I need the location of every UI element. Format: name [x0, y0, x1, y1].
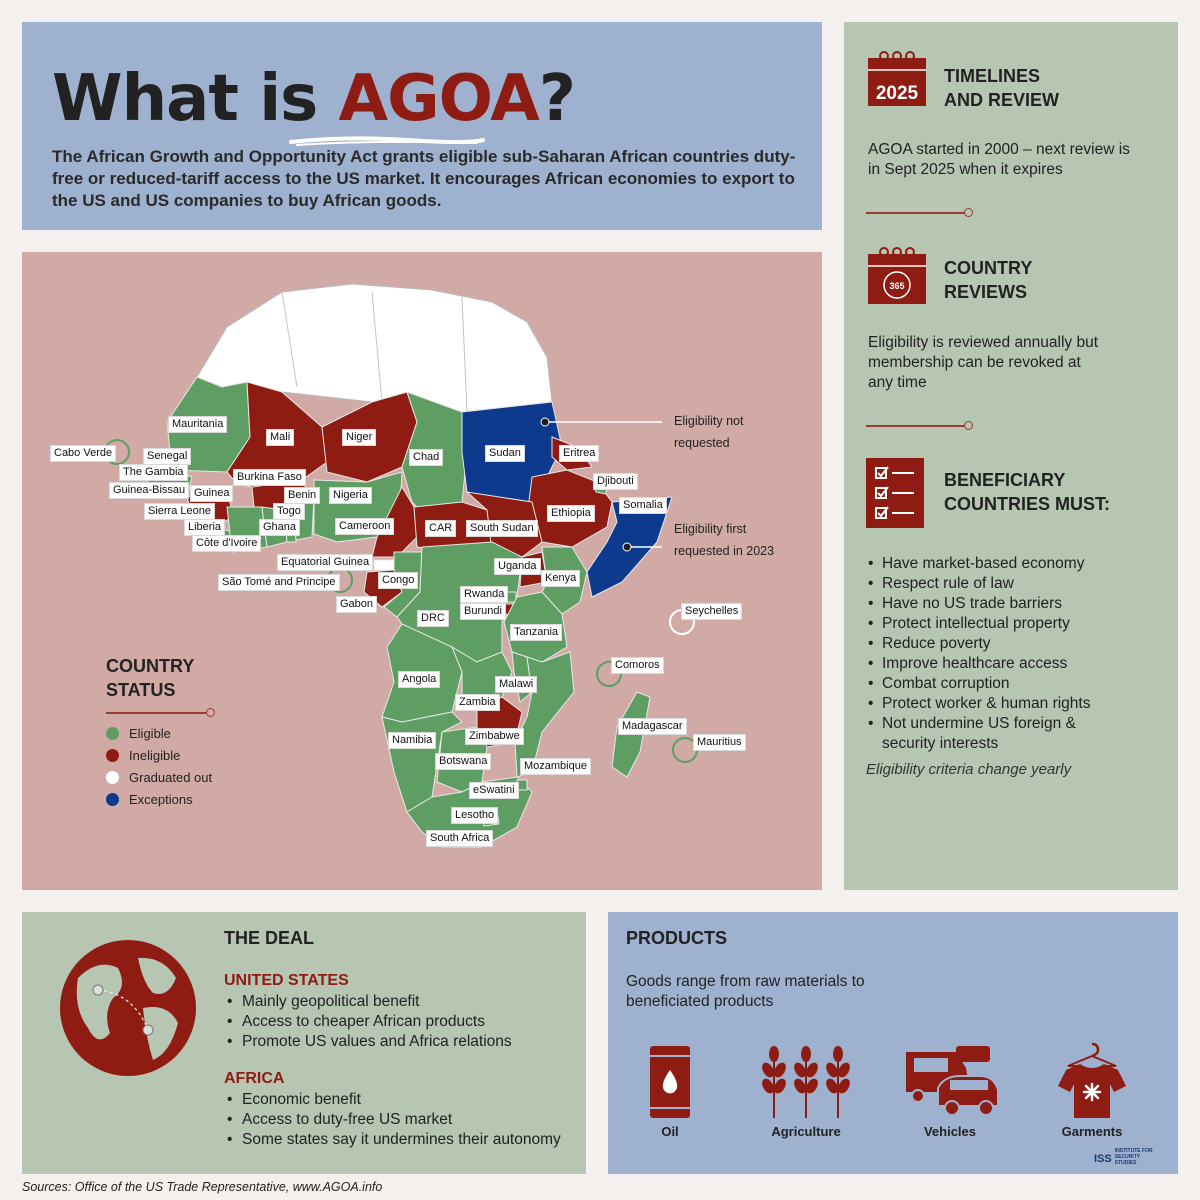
timelines-text: AGOA started in 2000 – next review is in Sept 2025 when it expires	[868, 141, 1130, 178]
products-panel	[608, 912, 1178, 1174]
wheat-icon	[746, 1040, 866, 1120]
label-uganda: Uganda	[494, 558, 541, 575]
label-burkina-faso: Burkina Faso	[233, 469, 306, 486]
label-sierra-leone: Sierra Leone	[144, 503, 215, 520]
criteria-item: • Reduce poverty	[866, 634, 1166, 654]
criteria-note: Eligibility criteria change yearly	[866, 761, 1072, 778]
timelines-divider	[866, 212, 970, 214]
product-vehicles	[890, 1040, 1010, 1139]
label-burundi: Burundi	[460, 603, 506, 620]
legend-graduated: Graduated out	[106, 770, 212, 785]
svg-text:2025: 2025	[875, 83, 919, 104]
sources-footnote: Sources: Office of the US Trade Representative, www.AGOA.info	[22, 1180, 383, 1194]
deal-us-title: UNITED STATES	[224, 972, 349, 989]
label-djibouti: Djibouti	[593, 473, 638, 490]
label-eritrea: Eritrea	[559, 445, 599, 462]
label-equatorial-guinea: Equatorial Guinea	[277, 554, 373, 571]
label-zambia: Zambia	[455, 694, 500, 711]
country-equatorial-guinea	[374, 560, 394, 570]
label-togo: Togo	[273, 503, 305, 520]
criteria-item: • Have market-based economy	[866, 554, 1166, 574]
label-south-sudan: South Sudan	[466, 520, 538, 537]
label-kenya: Kenya	[541, 570, 580, 587]
label-congo: Congo	[378, 572, 418, 589]
label-malawi: Malawi	[495, 676, 537, 693]
label-botswana: Botswana	[435, 753, 491, 770]
label-niger: Niger	[342, 429, 376, 446]
label-nigeria: Nigeria	[329, 487, 372, 504]
beneficiary-heading: BENEFICIARY COUNTRIES MUST:	[944, 470, 1110, 514]
label-sao-tome: São Tomé and Principe	[218, 574, 340, 591]
reviews-divider	[866, 425, 970, 427]
list-item: • Mainly geopolitical benefit	[224, 992, 512, 1012]
deal-panel	[22, 912, 586, 1174]
calendar-365-icon	[866, 246, 928, 306]
label-tanzania: Tanzania	[510, 624, 562, 641]
label-cabo-verde: Cabo Verde	[50, 445, 116, 462]
criteria-list	[866, 554, 1166, 754]
label-ghana: Ghana	[259, 519, 300, 536]
reviews-heading: COUNTRY REVIEWS	[944, 258, 1033, 302]
deal-africa-title: AFRICA	[224, 1070, 285, 1087]
vehicles-icon	[890, 1040, 1010, 1120]
criteria-item: • Protect intellectual property	[866, 614, 1166, 634]
deal-us-list	[224, 992, 512, 1052]
label-mali: Mali	[266, 429, 294, 446]
oil-barrel-icon	[610, 1040, 730, 1120]
criteria-item: • Combat corruption	[866, 674, 1166, 694]
product-label: Agriculture	[771, 1124, 841, 1139]
criteria-item: • Respect rule of law	[866, 574, 1166, 594]
deal-africa-list	[224, 1090, 561, 1150]
label-south-africa: South Africa	[426, 830, 493, 847]
label-cote-divoire: Côte d'Ivoire	[192, 535, 261, 552]
legend-title: COUNTRY STATUS	[106, 656, 195, 700]
timelines-heading: TIMELINES AND REVIEW	[944, 66, 1060, 110]
note-sudan: Eligibility not requested	[674, 414, 744, 450]
list-item: • Access to duty-free US market	[224, 1110, 561, 1130]
legend-eligible: Eligible	[106, 726, 171, 741]
label-car: CAR	[425, 520, 456, 537]
label-mozambique: Mozambique	[520, 758, 591, 775]
criteria-item: • Not undermine US foreign & security interests	[866, 714, 1106, 754]
products-title: PRODUCTS	[626, 928, 728, 948]
checklist-icon	[866, 458, 924, 528]
intro-text: The African Growth and Opportunity Act grants eligible sub-Saharan African countries duty-free or reduced-tariff access to the US market. It encourages African economies to export to the US and US companies to buy African goods.	[52, 147, 796, 210]
label-zimbabwe: Zimbabwe	[465, 728, 524, 745]
note-somalia: Eligibility first requested in 2023	[674, 522, 775, 558]
product-garments	[1032, 1040, 1152, 1139]
label-the-gambia: The Gambia	[119, 464, 188, 481]
label-chad: Chad	[409, 449, 443, 466]
label-senegal: Senegal	[143, 448, 191, 465]
label-rwanda: Rwanda	[460, 586, 508, 603]
list-item: • Economic benefit	[224, 1090, 561, 1110]
label-seychelles: Seychelles	[681, 603, 742, 620]
iss-logo: ISS INSTITUTE FOR SECURITY STUDIES	[1094, 1148, 1153, 1166]
calendar-2025-icon	[866, 50, 928, 108]
list-item: • Promote US values and Africa relations	[224, 1032, 512, 1052]
label-gabon: Gabon	[336, 596, 377, 613]
label-guinea: Guinea	[190, 485, 233, 502]
product-oil	[610, 1040, 730, 1139]
product-label: Garments	[1061, 1124, 1123, 1139]
label-mauritius: Mauritius	[693, 734, 746, 751]
page-title: What is AGOA?	[52, 62, 575, 136]
header-panel	[22, 22, 822, 230]
list-item: • Access to cheaper African products	[224, 1012, 512, 1032]
product-label: Vehicles	[923, 1124, 977, 1139]
legend-ineligible: Ineligible	[106, 748, 180, 763]
label-namibia: Namibia	[388, 732, 436, 749]
label-mauritania: Mauritania	[168, 416, 227, 433]
svg-text:365: 365	[889, 281, 905, 291]
product-agriculture	[746, 1040, 866, 1139]
criteria-item: • Have no US trade barriers	[866, 594, 1166, 614]
label-drc: DRC	[417, 610, 449, 627]
criteria-item: • Improve healthcare access	[866, 654, 1166, 674]
label-somalia: Somalia	[619, 497, 667, 514]
label-cameroon: Cameroon	[335, 518, 394, 535]
label-ethiopia: Ethiopia	[547, 505, 595, 522]
list-item: • Some states say it undermines their autonomy	[224, 1130, 561, 1150]
label-angola: Angola	[398, 671, 440, 688]
legend-exceptions: Exceptions	[106, 792, 193, 807]
criteria-item: • Protect worker & human rights	[866, 694, 1166, 714]
product-label: Oil	[661, 1124, 679, 1139]
label-lesotho: Lesotho	[451, 807, 498, 824]
label-sudan: Sudan	[485, 445, 525, 462]
side-panel	[844, 22, 1178, 890]
legend-divider	[106, 712, 212, 714]
globe-icon	[58, 938, 198, 1078]
deal-title: THE DEAL	[224, 928, 314, 948]
label-liberia: Liberia	[184, 519, 225, 536]
reviews-text: Eligibility is reviewed annually but membership can be revoked at any time	[868, 334, 1099, 391]
label-benin: Benin	[284, 487, 320, 504]
label-guinea-bissau: Guinea-Bissau	[109, 482, 189, 499]
label-comoros: Comoros	[611, 657, 664, 674]
label-madagascar: Madagascar	[618, 718, 687, 735]
label-eswatini: eSwatini	[469, 782, 519, 799]
map-panel	[22, 252, 822, 890]
tshirt-icon	[1032, 1040, 1152, 1120]
products-text: Goods range from raw materials to beneficiated products	[626, 973, 865, 1010]
